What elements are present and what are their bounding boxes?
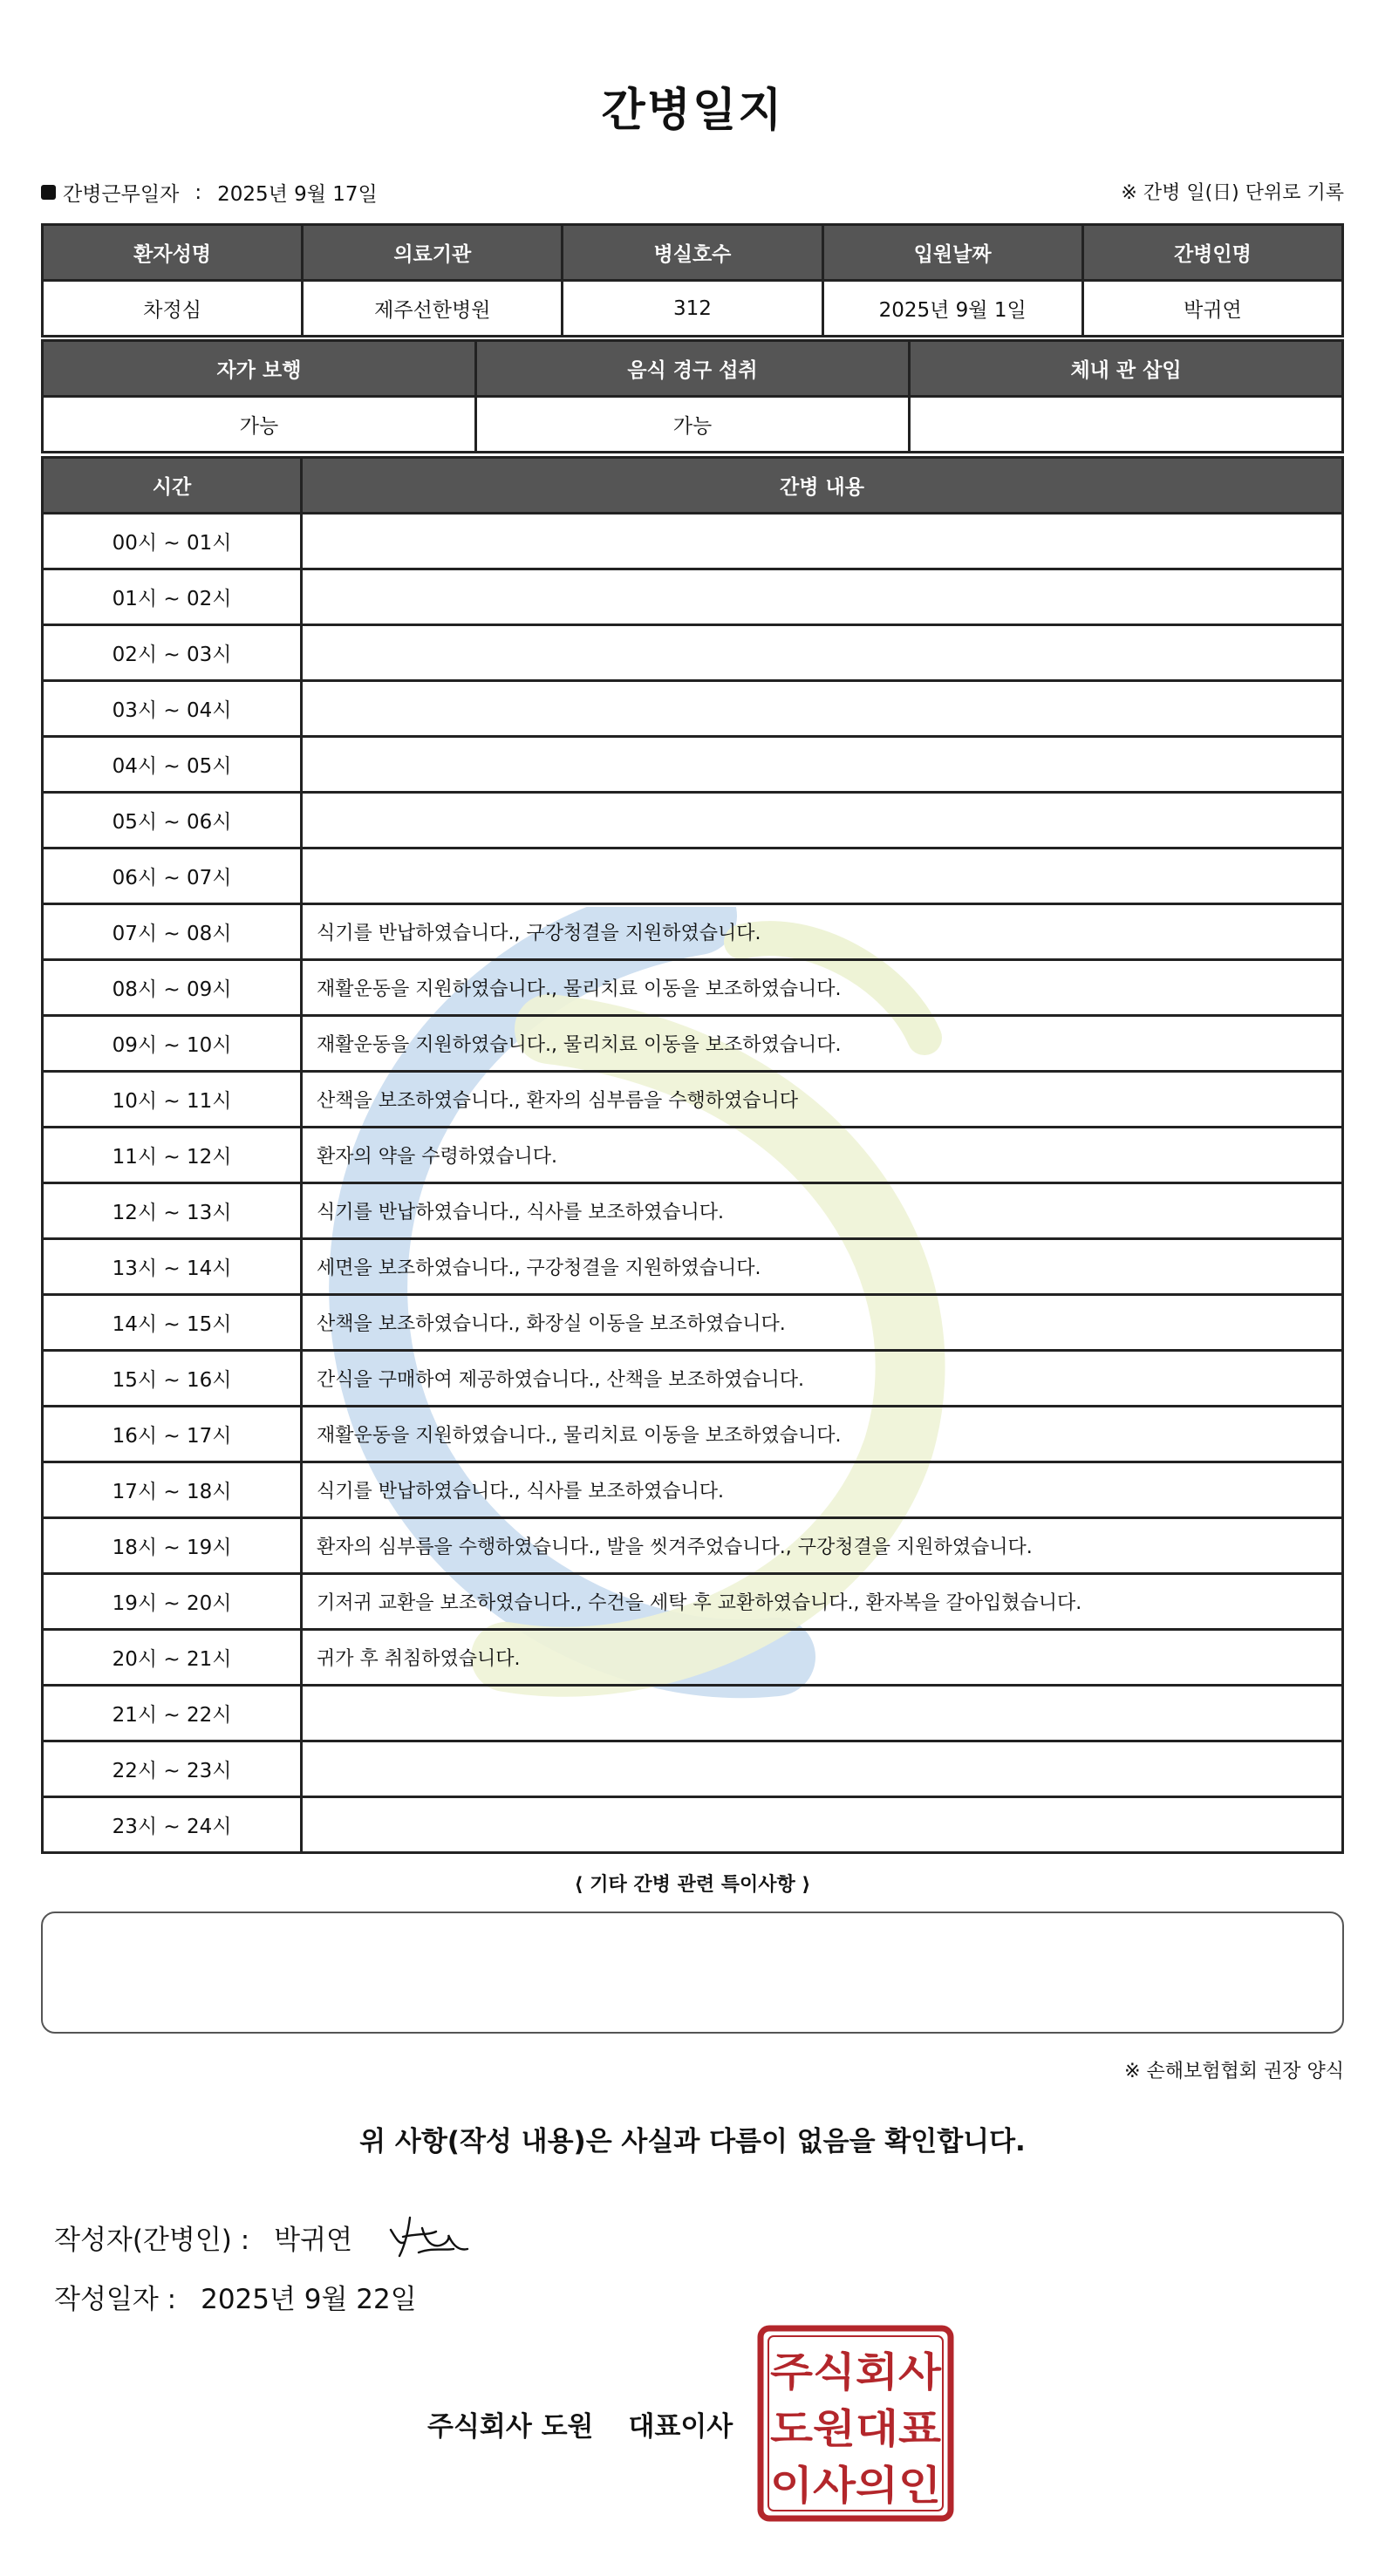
table-row bbox=[43, 1295, 1343, 1351]
time-slot: 12시 ~ 13시 bbox=[43, 1183, 302, 1239]
time-slot: 21시 ~ 22시 bbox=[43, 1686, 302, 1741]
care-content bbox=[302, 681, 1343, 737]
care-content: 산책을 보조하였습니다., 화장실 이동을 보조하였습니다. bbox=[302, 1295, 1343, 1351]
time-slot: 18시 ~ 19시 bbox=[43, 1518, 302, 1574]
time-slot: 13시 ~ 14시 bbox=[43, 1239, 302, 1295]
writer-label: 작성자(간병인) : bbox=[54, 2224, 250, 2256]
care-content: 재활운동을 지원하였습니다., 물리치료 이동을 보조하였습니다. bbox=[302, 960, 1343, 1016]
patient-info-table bbox=[41, 223, 1344, 337]
care-content: 기저귀 교환을 보조하였습니다., 수건을 세탁 후 교환하였습니다., 환자복을 갈아입혔습니다. bbox=[302, 1574, 1343, 1630]
table-row bbox=[43, 848, 1343, 904]
header-oral-intake: 음식 경구 섭취 bbox=[476, 341, 910, 397]
admission-date: 2025년 9월 1일 bbox=[822, 281, 1082, 337]
tube-insertion bbox=[910, 397, 1343, 453]
time-slot: 00시 ~ 01시 bbox=[43, 514, 302, 569]
table-row bbox=[43, 1518, 1343, 1574]
svg-text:도원대표: 도원대표 bbox=[770, 2405, 942, 2452]
table-row bbox=[43, 904, 1343, 960]
date-label: 작성일자 : bbox=[54, 2284, 177, 2315]
writer-name: 박귀연 bbox=[274, 2224, 353, 2256]
table-row bbox=[43, 1630, 1343, 1686]
header-care-content: 간병 내용 bbox=[302, 458, 1343, 514]
care-content: 식기를 반납하였습니다., 식사를 보조하였습니다. bbox=[302, 1183, 1343, 1239]
care-content bbox=[302, 793, 1343, 848]
time-slot: 01시 ~ 02시 bbox=[43, 569, 302, 625]
table-row bbox=[43, 681, 1343, 737]
care-content: 재활운동을 지원하였습니다., 물리치료 이동을 보조하였습니다. bbox=[302, 1407, 1343, 1462]
care-content: 환자의 약을 수령하였습니다. bbox=[302, 1128, 1343, 1183]
care-content bbox=[302, 625, 1343, 681]
work-date-separator: : bbox=[194, 181, 202, 204]
time-slot: 10시 ~ 11시 bbox=[43, 1072, 302, 1128]
self-walking: 가능 bbox=[43, 397, 476, 453]
bullet-square-icon bbox=[41, 185, 56, 200]
care-content: 식기를 반납하였습니다., 구강청결을 지원하였습니다. bbox=[302, 904, 1343, 960]
table-row bbox=[43, 1239, 1343, 1295]
time-slot: 11시 ~ 12시 bbox=[43, 1128, 302, 1183]
time-slot: 20시 ~ 21시 bbox=[43, 1630, 302, 1686]
table-row bbox=[43, 1016, 1343, 1072]
form-note: ※ 손해보험협회 권장 양식 bbox=[1124, 2061, 1344, 2082]
table-header-row bbox=[43, 225, 1343, 281]
table-row bbox=[43, 960, 1343, 1016]
meta-row bbox=[41, 178, 1344, 209]
header-room-number: 병실호수 bbox=[563, 225, 822, 281]
time-slot: 16시 ~ 17시 bbox=[43, 1407, 302, 1462]
time-slot: 15시 ~ 16시 bbox=[43, 1351, 302, 1407]
care-content: 재활운동을 지원하였습니다., 물리치료 이동을 보조하였습니다. bbox=[302, 1016, 1343, 1072]
table-row bbox=[43, 625, 1343, 681]
patient-name: 차정심 bbox=[43, 281, 303, 337]
care-content: 식기를 반납하였습니다., 식사를 보조하였습니다. bbox=[302, 1462, 1343, 1518]
header-self-walking: 자가 보행 bbox=[43, 341, 476, 397]
hospital: 제주선한병원 bbox=[303, 281, 563, 337]
time-slot: 19시 ~ 20시 bbox=[43, 1574, 302, 1630]
care-content bbox=[302, 1686, 1343, 1741]
caregiver-name: 박귀연 bbox=[1082, 281, 1342, 337]
company-seal-icon bbox=[757, 2325, 954, 2522]
care-content bbox=[302, 1741, 1343, 1797]
time-slot: 04시 ~ 05시 bbox=[43, 737, 302, 793]
company-name: 주식회사 도원 bbox=[427, 2411, 594, 2443]
representative-title: 대표이사 bbox=[628, 2411, 733, 2443]
table-row bbox=[43, 737, 1343, 793]
room-number: 312 bbox=[563, 281, 822, 337]
table-row bbox=[43, 1797, 1343, 1853]
table-row bbox=[43, 1462, 1343, 1518]
care-content: 간식을 구매하여 제공하였습니다., 산책을 보조하였습니다. bbox=[302, 1351, 1343, 1407]
care-content: 귀가 후 취침하였습니다. bbox=[302, 1630, 1343, 1686]
time-slot: 06시 ~ 07시 bbox=[43, 848, 302, 904]
time-slot: 23시 ~ 24시 bbox=[43, 1797, 302, 1853]
time-slot: 14시 ~ 15시 bbox=[43, 1295, 302, 1351]
table-row bbox=[43, 281, 1343, 337]
work-date-value: 2025년 9월 17일 bbox=[217, 183, 378, 206]
care-content bbox=[302, 514, 1343, 569]
table-row bbox=[43, 1686, 1343, 1741]
date-value: 2025년 9월 22일 bbox=[201, 2284, 417, 2315]
patient-status-table bbox=[41, 339, 1344, 453]
oral-intake: 가능 bbox=[476, 397, 910, 453]
header-tube-insertion: 체내 관 삽입 bbox=[910, 341, 1343, 397]
signature-icon bbox=[384, 2212, 471, 2261]
table-row bbox=[43, 1183, 1343, 1239]
care-log-body bbox=[43, 514, 1343, 1853]
table-row bbox=[43, 514, 1343, 569]
care-content: 산책을 보조하였습니다., 환자의 심부름을 수행하였습니다 bbox=[302, 1072, 1343, 1128]
remarks-box bbox=[41, 1912, 1344, 2034]
record-note: ※ 간병 일(日) 단위로 기록 bbox=[1121, 182, 1344, 204]
time-slot: 02시 ~ 03시 bbox=[43, 625, 302, 681]
document-title: 간병일지 bbox=[601, 85, 784, 137]
header-admission-date: 입원날짜 bbox=[822, 225, 1082, 281]
care-content bbox=[302, 1797, 1343, 1853]
work-date-label: 간병근무일자 bbox=[63, 183, 180, 206]
svg-text:주식회사: 주식회사 bbox=[770, 2348, 942, 2395]
time-slot: 17시 ~ 18시 bbox=[43, 1462, 302, 1518]
time-slot: 05시 ~ 06시 bbox=[43, 793, 302, 848]
company-line bbox=[427, 2404, 733, 2443]
table-row bbox=[43, 397, 1343, 453]
table-row bbox=[43, 1741, 1343, 1797]
remarks-title: ⟨ 기타 간병 관련 특이사항 ⟩ bbox=[574, 1874, 811, 1896]
header-caregiver-name: 간병인명 bbox=[1082, 225, 1342, 281]
table-row bbox=[43, 1574, 1343, 1630]
time-slot: 09시 ~ 10시 bbox=[43, 1016, 302, 1072]
date-line bbox=[54, 2277, 417, 2316]
time-slot: 22시 ~ 23시 bbox=[43, 1741, 302, 1797]
table-row bbox=[43, 1072, 1343, 1128]
confirmation-statement: 위 사항(작성 내용)은 사실과 다름이 없음을 확인합니다. bbox=[359, 2126, 1026, 2157]
table-row bbox=[43, 1128, 1343, 1183]
care-content bbox=[302, 848, 1343, 904]
time-slot: 03시 ~ 04시 bbox=[43, 681, 302, 737]
header-time: 시간 bbox=[43, 458, 302, 514]
svg-text:이사의인: 이사의인 bbox=[770, 2462, 941, 2509]
table-header-row bbox=[43, 458, 1343, 514]
care-content bbox=[302, 569, 1343, 625]
time-slot: 08시 ~ 09시 bbox=[43, 960, 302, 1016]
writer-line bbox=[54, 2212, 471, 2261]
header-patient-name: 환자성명 bbox=[43, 225, 303, 281]
table-row bbox=[43, 1407, 1343, 1462]
header-hospital: 의료기관 bbox=[303, 225, 563, 281]
work-date bbox=[41, 178, 378, 207]
care-content: 환자의 심부름을 수행하였습니다., 발을 씻겨주었습니다., 구강청결을 지원하였습니다. bbox=[302, 1518, 1343, 1574]
care-log-table bbox=[41, 456, 1344, 1854]
care-content: 세면을 보조하였습니다., 구강청결을 지원하였습니다. bbox=[302, 1239, 1343, 1295]
time-slot: 07시 ~ 08시 bbox=[43, 904, 302, 960]
care-content bbox=[302, 737, 1343, 793]
table-header-row bbox=[43, 341, 1343, 397]
table-row bbox=[43, 569, 1343, 625]
table-row bbox=[43, 793, 1343, 848]
table-row bbox=[43, 1351, 1343, 1407]
